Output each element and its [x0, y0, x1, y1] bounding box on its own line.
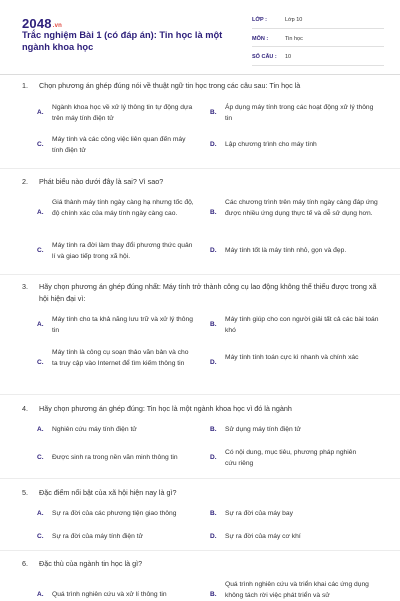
option-letter: C.	[37, 247, 44, 254]
option-text: Máy tính tính toán cực kì nhanh và chính xác	[225, 354, 359, 361]
option-text: Máy tính ra đời làm thay đổi phương thức quản lí và giao tiếp trong xã hội.	[52, 242, 193, 260]
option-letter: D.	[210, 533, 217, 540]
option-letter: C.	[37, 141, 44, 148]
question-text: Chọn phương án ghép đúng nói về thuật ngữ tin học trong các câu sau: Tin học là	[39, 81, 301, 90]
option-text: Quá trình nghiên cứu và xử lí thông tin	[52, 591, 167, 598]
question-text: Hãy chọn phương án ghép đúng: Tin học là một ngành khoa học vì đó là ngành	[39, 404, 292, 413]
option-text: Có nội dung, mục tiêu, phương pháp nghiên cứu riêng	[225, 449, 357, 467]
question-separator	[0, 550, 400, 551]
option-text: Ngành khoa học về xử lý thông tin tự động dựa trên máy tính điện tử	[52, 104, 193, 122]
question-number: 5.	[22, 488, 28, 497]
info-row-subject	[252, 33, 384, 48]
option-letter: D.	[210, 454, 217, 461]
question-text: Hãy chọn phương án ghép đúng nhất: Máy tính trở thành công cụ lao động không thể thiếu được trong xã hội hiện đại vì:	[39, 282, 377, 303]
option-text: Giá thành máy tính ngày càng hạ nhưng tốc độ, độ chính xác của máy tính ngày càng cao.	[52, 199, 194, 217]
question-number: 1.	[22, 81, 28, 90]
option-letter: A.	[37, 510, 44, 517]
question-separator	[0, 168, 400, 169]
option-letter: A.	[37, 209, 44, 216]
logo-suffix: .vn	[52, 23, 63, 29]
option-text: Nghiên cứu máy tính điện tử	[52, 426, 137, 433]
info-row-count	[252, 51, 384, 66]
option-text: Sự ra đời của máy bay	[225, 510, 293, 517]
option-letter: B.	[210, 321, 217, 328]
header-divider	[0, 74, 400, 75]
info-box	[252, 14, 384, 70]
option-letter: D.	[210, 247, 217, 254]
option-letter: C.	[37, 533, 44, 540]
option-text: Sự ra đời của các phương tiện giao thông	[52, 510, 177, 517]
option-letter: B.	[210, 109, 217, 116]
info-row-class	[252, 14, 384, 29]
option-text: Máy tính cho ta khả năng lưu trữ và xử lý thông tin	[52, 316, 193, 334]
question-separator	[0, 478, 400, 479]
info-label: LỚP :	[252, 17, 267, 23]
option-text: Máy tính và các công việc liên quan đến máy tính điện tử	[52, 136, 186, 154]
question-number: 4.	[22, 404, 28, 413]
question-number: 3.	[22, 282, 28, 291]
logo-main: 2048	[22, 16, 52, 31]
page-header	[0, 0, 400, 74]
question-number: 6.	[22, 559, 28, 568]
option-letter: D.	[210, 141, 217, 148]
option-letter: B.	[210, 591, 217, 598]
question-text: Phát biểu nào dưới đây là sai? Vì sao?	[39, 177, 164, 186]
question-separator	[0, 394, 400, 395]
info-value: Tin học	[285, 35, 303, 42]
option-letter: B.	[210, 510, 217, 517]
question-separator	[0, 274, 400, 275]
option-text: Sự ra đời của máy cơ khí	[225, 533, 301, 540]
option-text: Máy tính tốt là máy tính nhỏ, gọn và đẹp.	[225, 247, 347, 254]
option-letter: C.	[37, 454, 44, 461]
info-label: MÔN :	[252, 35, 269, 42]
info-label: SỐ CÂU :	[252, 54, 277, 60]
option-letter: A.	[37, 109, 44, 116]
option-letter: B.	[210, 426, 217, 433]
option-text: Các chương trình trên máy tính ngày càng đáp ứng được nhiều ứng dụng thực tế và dễ sử dụng hơn.	[225, 199, 378, 217]
option-text: Được sinh ra trong nền văn minh thông tin	[52, 454, 178, 461]
option-text: Lập chương trình cho máy tính	[225, 141, 317, 148]
document-title: Trắc nghiệm Bài 1 (có đáp án): Tin học là một ngành khoa học	[22, 30, 223, 52]
site-logo[interactable]	[22, 16, 62, 31]
option-text: Máy tính là công cụ soạn thảo văn bản và cho ta truy cập vào Internet để tìm kiếm thông tin	[52, 349, 189, 367]
option-text: Sử dụng máy tính điện tử	[225, 426, 301, 433]
option-letter: A.	[37, 321, 44, 328]
question-text: Đặc điểm nổi bật của xã hội hiện nay là gì?	[39, 488, 177, 497]
option-text: Sự ra đời của máy tính điện tử	[52, 533, 144, 540]
option-letter: D.	[210, 359, 217, 366]
info-value: 10	[285, 54, 292, 60]
option-text: Áp dụng máy tính trong các hoạt động xử lý thông tin	[225, 104, 374, 122]
question-text: Đặc thù của ngành tin học là gì?	[39, 559, 143, 568]
option-letter: C.	[37, 359, 44, 366]
option-text: Quá trình nghiên cứu và triển khai các ứng dụng không tách rời việc phát triển và sử	[225, 581, 369, 599]
option-letter: A.	[37, 591, 44, 598]
info-value: Lớp 10	[285, 17, 303, 23]
question-number: 2.	[22, 177, 28, 186]
option-letter: A.	[37, 426, 44, 433]
option-letter: B.	[210, 209, 217, 216]
option-text: Máy tính giúp cho con người giải tất cả các bài toán khó	[225, 316, 379, 334]
